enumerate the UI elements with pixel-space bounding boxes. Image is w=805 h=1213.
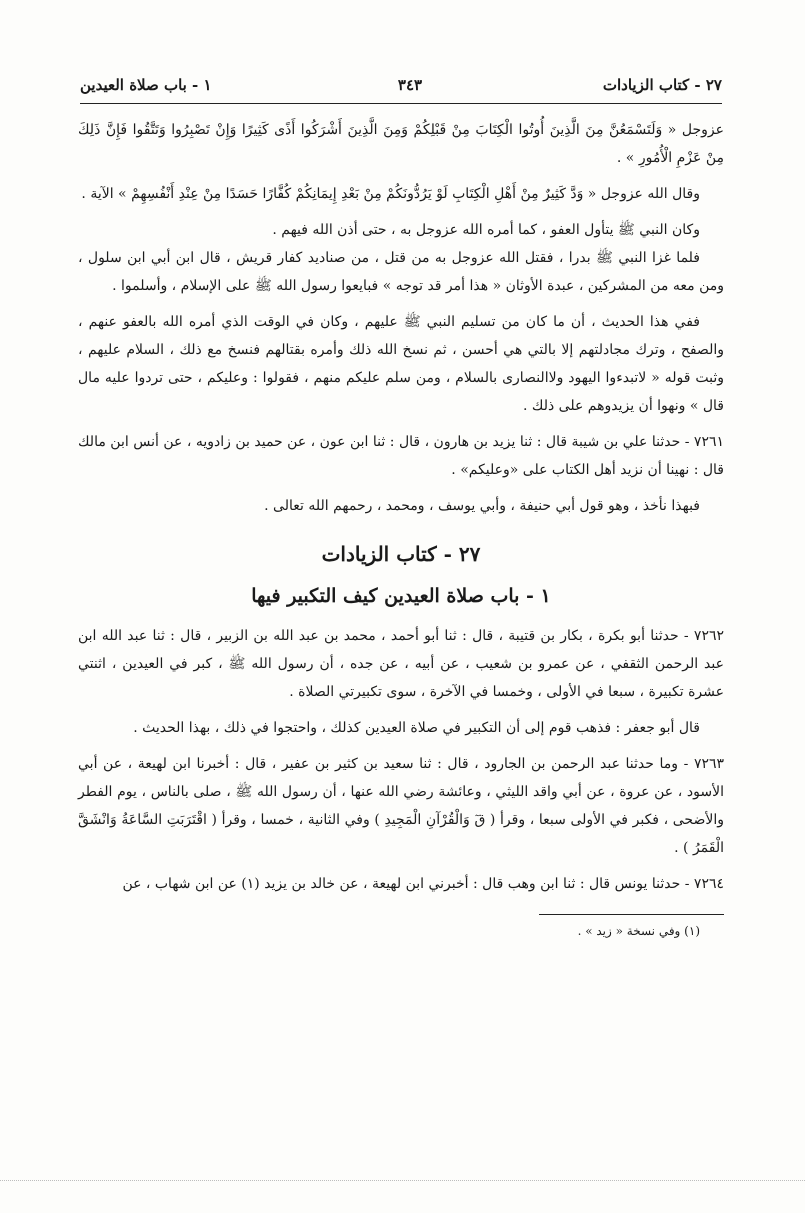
paragraph-badr: فلما غزا النبي ﷺ بدرا ، فقتل الله عزوجل به من قتل ، من صناديد كفار قريش ، قال ابن أبي ابن سلول ، ومن معه من المشركين ، عبدة الأوثان « هذا أمر قد توجه » فبايعوا رسول الله ﷺ على الإسلام ، وأسلموا . [78,250,724,294]
hadith-7262: ٧٢٦٢ - حدثنا أبو بكرة ، بكار بن قتيبة ، قال : ثنا أبو أحمد ، محمد بن عبد الله بن الزبير ، قال : ثنا عبد الله ابن عبد الرحمن الثقفي ، عن عمرو بن شعيب ، عن أبيه ، عن جده ، أن رسول الله ﷺ ، كبر في العيدين ، اثنتي عشرة تكبيرة ، سبعا في الأولى ، وخمسا في الآخرة ، سوى تكبيرتي الصلاة . [78,628,724,700]
header-chapter-title: ١ - باب صلاة العيدين [80,76,212,94]
book-title: ٢٧ - كتاب الزيادات [321,542,481,566]
running-header [80,74,722,100]
main-text [78,116,724,941]
quran-quote-2: وقال الله عزوجل « وَدَّ كَثِيرٌ مِنْ أَهْلِ الْكِتَابِ لَوْ يَرُدُّونَكُمْ مِنْ بَعْدِ إِيمَانِكُمْ كُفَّارًا حَسَدًا مِنْ عِنْدِ أَنْفُسِهِمْ » الآية . [81,186,700,202]
abu-jafar-comment: قال أبو جعفر : فذهب قوم إلى أن التكبير في صلاة العيدين كذلك ، واحتجوا في ذلك ، بهذا الحديث . [133,720,700,736]
footnote: (١) وفي نسخة « زيد » . [577,924,700,938]
hadith-7264: ٧٢٦٤ - حدثنا يونس قال : ثنا ابن وهب قال : أخبرني ابن لهيعة ، عن خالد بن يزيد (١) عن ابن شهاب ، عن [122,876,724,892]
quran-quote-1: عزوجل « وَلَتَسْمَعُنَّ مِنَ الَّذِينَ أُوتُوا الْكِتَابَ مِنْ قَبْلِكُمْ وَمِنَ الَّذِينَ أَشْرَكُوا أَذًى كَثِيرًا وَإِنْ تَصْبِرُوا وَتَتَّقُوا فَإِنَّ ذَلِكَ مِنْ عَزْمِ الْأُمُورِ » . [78,122,724,166]
paragraph-commentary: ففي هذا الحديث ، أن ما كان من تسليم النبي ﷺ عليهم ، وكان في الوقت الذي أمره الله بالعفو عنهم ، والصفح ، وترك مجادلتهم إلا بالتي هي أحسن ، ثم نسخ الله ذلك وأمره بقتالهم فنسخ مع ذلك ، السلام عليهم ، وثبت قوله « لاتبدءوا اليهود ولاالنصارى بالسلام ، ومن سلم عليكم منهم ، فقولوا : وعليكم ، حتى تردوا عليه مال قال » ونهوا أن يزيدوهم على ذلك . [78,314,724,414]
chapter-title: ١ - باب صلاة العيدين كيف التكبير فيها [251,585,551,607]
page-bottom-edge [0,1180,805,1181]
paragraph-forgiveness: وكان النبي ﷺ يتأول العفو ، كما أمره الله عزوجل به ، حتى أذن الله فيهم . [272,222,700,238]
hadith-7261: ٧٢٦١ - حدثنا علي بن شيبة قال : ثنا يزيد بن هارون ، قال : ثنا ابن عون ، عن حميد بن زادويه ، عن أنس ابن مالك قال : نهينا أن نزيد أهل الكتاب على «وعليكم» . [78,434,724,478]
hadith-7263: ٧٢٦٣ - وما حدثنا عبد الرحمن بن الجارود ، قال : ثنا سعيد بن كثير بن عفير ، قال : أخبرنا ابن لهيعة ، عن أبي الأسود ، عن عروة ، عن أبي واقد الليثي ، وعائشة رضي الله عنها ، أن رسول الله ﷺ ، صلى بالناس ، يوم الفطر والأضحى ، فكبر في الأولى سبعا ، وقرأ ( قٓ وَالْقُرْآنِ الْمَجِيدِ ) وفي الثانية ، خمسا ، وقرأ ( اقْتَرَبَتِ السَّاعَةُ وَانْشَقَّ الْقَمَرُ ) . [78,756,725,856]
footnote-rule [539,914,724,915]
header-book-title: ٢٧ - كتاب الزيادات [602,76,722,94]
page-number: ٣٤٣ [397,76,423,94]
header-rule [80,103,722,104]
hadith-7261-conclusion: فبهذا نأخذ ، وهو قول أبي حنيفة ، وأبي يوسف ، ومحمد ، رحمهم الله تعالى . [264,498,700,514]
